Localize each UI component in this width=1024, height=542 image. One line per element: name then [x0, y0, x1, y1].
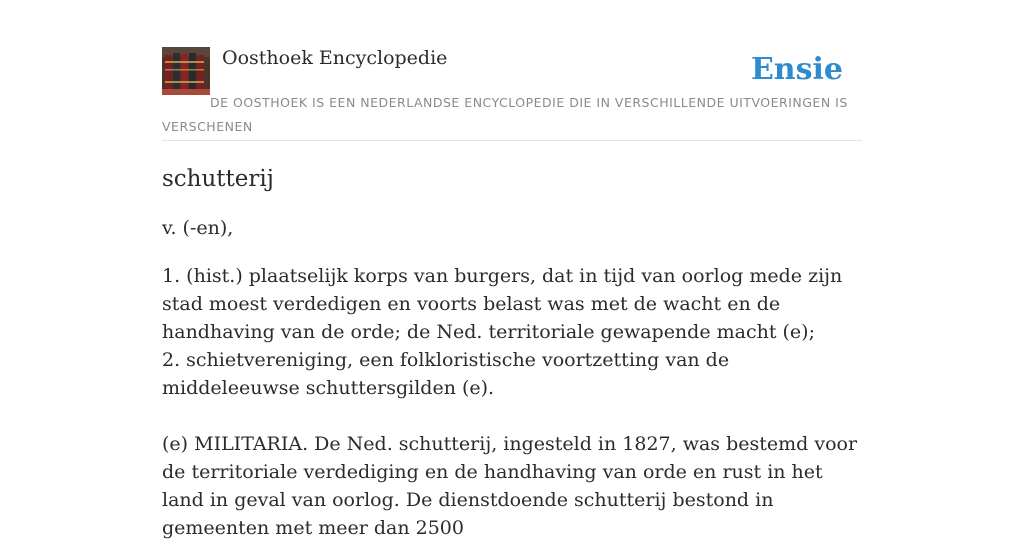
definition-item: 2. schietvereniging, een folkloristische voortzetting van de middeleeuwse schuttersgilden (e). — [162, 349, 730, 399]
militaria-paragraph: (e) MILITARIA. De Ned. schutterij, ingesteld in 1827, was bestemd voor de territoriale verdediging en de handhaving van orde en rust in het land in geval van oorlog. De dienstdoende schutterij bestond in gemeenten met meer dan 2500 — [162, 433, 858, 539]
avatar-image — [162, 47, 210, 95]
grammar-note: v. (-en), — [162, 217, 234, 239]
site-header — [162, 46, 862, 141]
brand-logo-link[interactable]: Ensie — [750, 52, 843, 87]
entry-content — [162, 162, 862, 542]
definition-list — [162, 262, 862, 402]
definition-item: 1. (hist.) plaatselijk korps van burgers, dat in tijd van oorlog mede zijn stad moest verdedigen en voorts belast was met de wacht en de handhaving van de orde; de Ned. territoriale gewapende macht (e); — [162, 265, 843, 343]
site-title[interactable]: Oosthoek Encyclopedie — [222, 47, 448, 69]
entry-title: schutterij — [162, 166, 274, 192]
site-tagline: DE OOSTHOEK IS EEN NEDERLANDSE ENCYCLOPEDIE DIE IN VERSCHILLENDE UITVOERINGEN IS VERSCHENEN — [162, 95, 848, 134]
encyclopedia-books-icon[interactable] — [162, 47, 210, 95]
